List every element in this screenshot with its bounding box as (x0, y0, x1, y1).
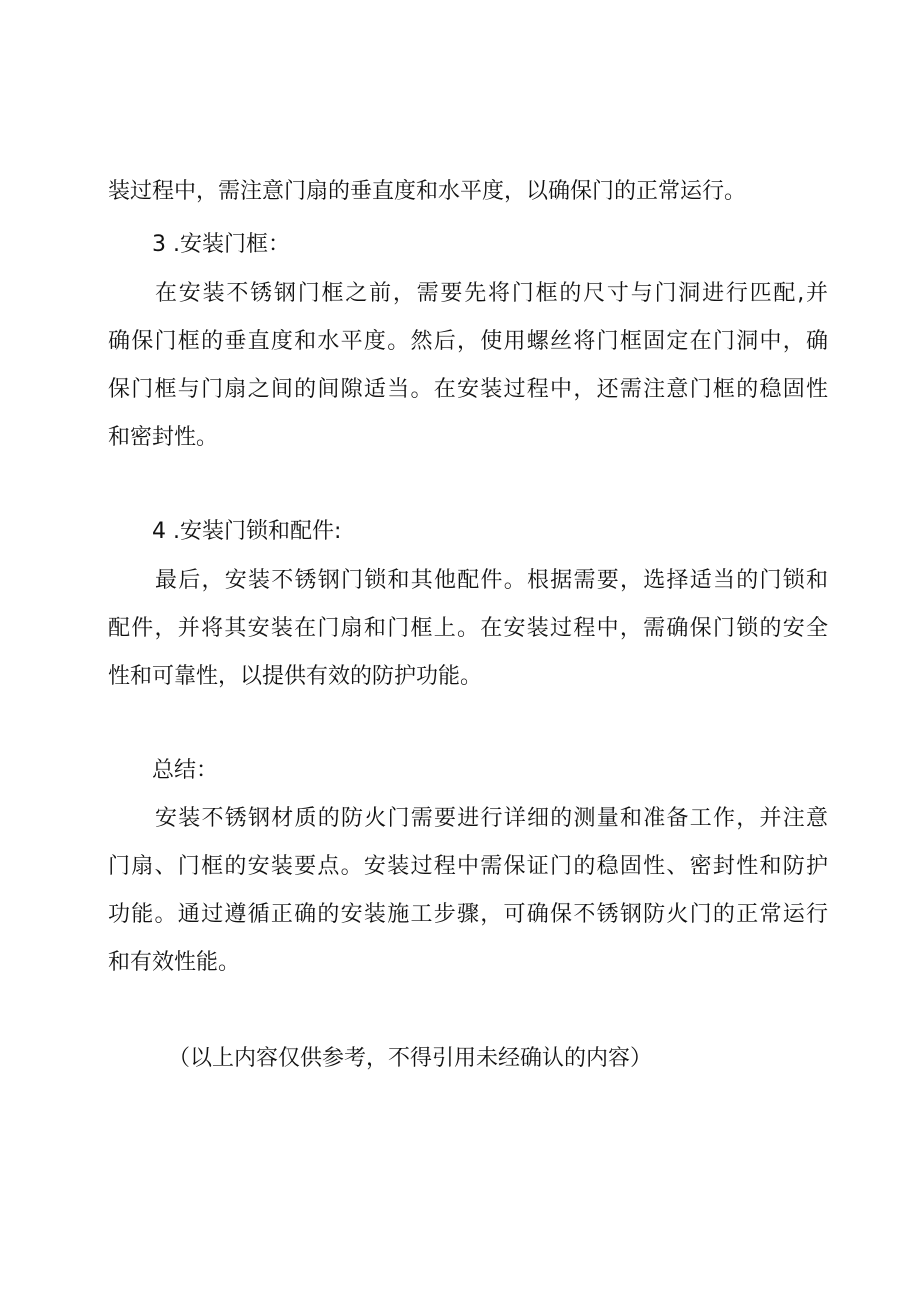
paragraph-line: 在安装不锈钢门框之前，需要先将门框的尺寸与门洞进行匹配,并 (155, 281, 828, 306)
disclaimer-note: （以上内容仅供参考，不得引用未经确认的内容） (168, 1046, 653, 1071)
paragraph-line: 最后，安装不锈钢门锁和其他配件。根据需要，选择适当的门锁和 (155, 568, 828, 593)
paragraph-line: 装过程中，需注意门扇的垂直度和水平度，以确保门的正常运行。 (108, 179, 747, 204)
paragraph-line: 性和可靠性，以提供有效的防护功能。 (108, 664, 483, 689)
section-heading-install-frame: 3 .安装门框： (152, 232, 290, 257)
paragraph-line: 保门框与门扇之间的间隙适当。在安装过程中，还需注意门框的稳固性 (108, 377, 828, 402)
paragraph-line: 功能。通过遵循正确的安装施工步骤，可确保不锈钢防火门的正常运行 (108, 902, 828, 927)
paragraph-line: 安装不锈钢材质的防火门需要进行详细的测量和准备工作，并注意 (155, 806, 828, 831)
paragraph-line: 和有效性能。 (108, 950, 241, 975)
paragraph-line: 门扇、门框的安装要点。安装过程中需保证门的稳固性、密封性和防护 (108, 854, 828, 879)
section-heading-summary: 总结： (152, 758, 219, 783)
paragraph-line: 确保门框的垂直度和水平度。然后，使用螺丝将门框固定在门洞中，确 (108, 329, 828, 354)
paragraph-line: 和密封性。 (108, 425, 219, 450)
paragraph-line: 配件，并将其安装在门扇和门框上。在安装过程中，需确保门锁的安全 (108, 616, 828, 641)
section-heading-install-lock: 4 .安装门锁和配件: (152, 519, 342, 544)
